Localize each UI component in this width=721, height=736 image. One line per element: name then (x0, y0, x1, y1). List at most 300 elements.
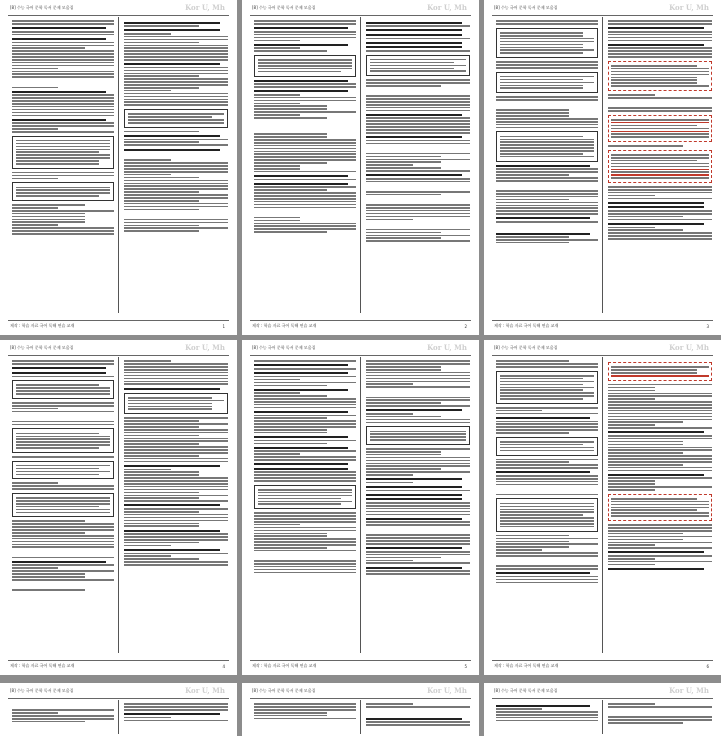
question-stem (496, 705, 590, 707)
question-stem (496, 217, 590, 219)
text-line (254, 108, 327, 110)
text-line (366, 156, 441, 158)
column-divider (360, 357, 361, 653)
text-line (608, 561, 712, 563)
text-line (16, 444, 110, 446)
header-rule (8, 698, 229, 699)
text-line (124, 45, 228, 47)
text-line (254, 398, 356, 400)
footer-rule (8, 660, 229, 661)
text-line (254, 404, 356, 406)
question-stem (608, 431, 704, 433)
text-line (124, 219, 228, 221)
text-line (500, 76, 594, 78)
text-line (254, 162, 327, 164)
paragraph-gap (12, 549, 114, 555)
page-number: 5 (464, 664, 467, 669)
text-line (608, 401, 712, 403)
text-line (124, 455, 199, 457)
text-line (254, 195, 356, 197)
text-line (370, 70, 466, 72)
text-line (16, 195, 99, 197)
footer-rule (250, 320, 471, 321)
text-column (124, 19, 228, 312)
page-number: 6 (706, 664, 709, 669)
text-line (366, 50, 470, 52)
text-line (496, 541, 569, 543)
question-stem (496, 233, 590, 235)
text-line (500, 79, 583, 81)
text-line (124, 438, 228, 440)
text-line (496, 410, 542, 412)
text-line (12, 538, 114, 540)
text-line (128, 397, 212, 399)
text-line (12, 204, 85, 206)
passage-box (608, 494, 712, 522)
text-line (496, 205, 598, 207)
text-line (370, 62, 454, 64)
text-line (496, 67, 598, 69)
question-stem (254, 183, 348, 185)
text-line (254, 186, 356, 188)
text-line (16, 143, 110, 145)
paragraph-gap (366, 709, 470, 715)
text-line (608, 198, 712, 200)
document-page[interactable] (0, 0, 237, 335)
text-line (608, 441, 683, 443)
text-line (258, 489, 352, 491)
text-line (611, 125, 697, 127)
text-line (366, 79, 470, 81)
text-line (254, 382, 356, 384)
text-line (500, 156, 594, 158)
page-watermark: Kor U, Mh (669, 3, 709, 12)
text-line (366, 191, 470, 193)
text-line (366, 465, 470, 467)
page-header: [8] 수능 국어 문학 독서 문제 모음집 (252, 5, 316, 10)
text-line (366, 95, 470, 97)
text-line (366, 511, 470, 513)
text-line (366, 386, 470, 388)
text-line (366, 164, 413, 166)
page-footer: 제작 : 학습 자료 국어 독해 연습 교재 (252, 323, 317, 328)
paragraph-gap (254, 234, 356, 240)
text-line (608, 107, 712, 109)
page-footer: 제작 : 학습 자료 국어 독해 연습 교재 (494, 323, 559, 328)
text-line (611, 160, 697, 162)
text-line (500, 147, 594, 149)
text-line (258, 492, 352, 494)
page-header: [8] 수능 국어 문학 독서 문제 모음집 (252, 688, 316, 693)
text-line (496, 467, 598, 469)
paragraph-gap (366, 527, 470, 533)
text-line (128, 119, 224, 121)
text-line (496, 171, 598, 173)
text-line (254, 706, 356, 708)
text-line (366, 178, 470, 180)
text-line (254, 541, 356, 543)
page-watermark: Kor U, Mh (669, 343, 709, 352)
paragraph-gap (366, 197, 470, 203)
text-line (12, 230, 114, 232)
question-stem (254, 468, 348, 470)
text-line (254, 40, 300, 42)
text-line (608, 145, 683, 147)
text-line (254, 456, 356, 458)
text-line (496, 168, 598, 170)
question-stem (608, 223, 704, 225)
text-line (366, 721, 470, 723)
text-line (124, 383, 228, 385)
text-line (124, 443, 199, 445)
header-rule (250, 698, 471, 699)
text-line (254, 171, 356, 173)
text-line (124, 523, 199, 525)
text-line (366, 360, 470, 362)
question-stem (12, 372, 106, 374)
text-line (500, 523, 594, 525)
text-line (254, 524, 300, 526)
text-line (611, 369, 697, 371)
text-line (12, 485, 114, 487)
text-line (500, 144, 594, 146)
text-line (12, 570, 114, 572)
text-line (608, 533, 683, 535)
document-page[interactable] (242, 683, 479, 736)
text-line (608, 438, 712, 440)
text-line (12, 50, 114, 52)
text-line (12, 709, 114, 711)
text-line (16, 149, 110, 151)
question-stem (366, 46, 462, 48)
text-line (124, 90, 171, 92)
text-line (496, 199, 569, 201)
text-line (611, 375, 709, 377)
question-stem (366, 34, 462, 36)
text-line (500, 136, 583, 138)
text-line (124, 366, 228, 368)
text-line (124, 36, 228, 38)
text-line (124, 185, 228, 187)
question-stem (124, 530, 220, 532)
text-line (124, 174, 171, 176)
text-line (500, 32, 583, 34)
passage-box (124, 393, 228, 415)
text-line (366, 524, 470, 526)
text-line (496, 61, 598, 63)
text-line (124, 432, 228, 434)
text-line (370, 439, 466, 441)
text-line (496, 576, 598, 578)
text-line (16, 146, 110, 148)
text-line (611, 133, 709, 135)
paragraph-gap (12, 582, 114, 588)
question-stem (366, 22, 462, 24)
text-line (608, 398, 655, 400)
text-line (500, 82, 594, 84)
text-line (496, 118, 598, 120)
text-line (496, 579, 598, 581)
paragraph-gap (366, 184, 470, 190)
text-line (500, 511, 594, 513)
text-line (16, 436, 110, 438)
page-watermark: Kor U, Mh (669, 686, 709, 695)
text-line (16, 438, 110, 440)
text-line (366, 101, 470, 103)
paragraph-gap (608, 709, 712, 715)
text-line (366, 372, 470, 374)
passage-box (608, 115, 712, 143)
document-page[interactable] (0, 340, 237, 675)
page-header: [8] 수능 국어 문학 독서 문제 모음집 (494, 5, 558, 10)
text-line (254, 117, 327, 119)
text-line (500, 450, 594, 452)
text-line (124, 369, 228, 371)
paragraph-gap (366, 389, 470, 395)
text-line (608, 477, 712, 479)
text-line (496, 180, 598, 182)
text-line (124, 53, 228, 55)
question-stem (608, 206, 704, 208)
question-stem (366, 567, 462, 569)
text-line (608, 447, 712, 449)
passage-box (608, 150, 712, 183)
text-line (366, 204, 470, 206)
text-line (124, 363, 228, 365)
text-line (124, 500, 228, 502)
text-line (496, 538, 598, 540)
text-line (608, 23, 712, 25)
text-line (608, 424, 655, 426)
text-column (608, 702, 712, 733)
text-line (496, 549, 542, 551)
text-line (124, 520, 228, 522)
text-line (611, 128, 709, 130)
text-line (608, 195, 655, 197)
text-column (366, 702, 470, 733)
text-line (254, 47, 300, 49)
text-line (500, 444, 583, 446)
text-line (608, 416, 712, 418)
text-line (370, 436, 466, 438)
question-stem (124, 135, 220, 137)
text-line (366, 383, 413, 385)
question-stem (254, 80, 348, 82)
page-watermark: Kor U, Mh (427, 3, 467, 12)
text-line (124, 703, 228, 705)
text-line (366, 38, 470, 40)
paragraph-gap (12, 414, 114, 420)
text-line (366, 463, 470, 465)
text-line (496, 475, 598, 477)
page-footer: 제작 : 학습 자료 국어 독해 연습 교재 (10, 663, 75, 668)
document-page[interactable] (484, 683, 721, 736)
text-line (366, 419, 470, 421)
text-column (608, 19, 712, 312)
page-header: [8] 수능 국어 문학 독서 문제 모음집 (494, 345, 558, 350)
text-line (608, 461, 712, 463)
text-line (366, 216, 470, 218)
text-line (124, 188, 228, 190)
text-line (254, 376, 356, 378)
question-stem (12, 561, 106, 563)
text-line (496, 202, 598, 204)
text-line (124, 70, 228, 72)
document-page[interactable] (242, 0, 479, 335)
question-stem (12, 27, 106, 29)
text-line (496, 236, 569, 238)
footer-rule (8, 320, 229, 321)
text-line (12, 103, 114, 105)
text-line (366, 397, 470, 399)
text-line (254, 429, 327, 431)
text-line (254, 443, 327, 445)
text-line (366, 25, 470, 27)
text-line (124, 533, 228, 535)
text-line (608, 706, 712, 708)
text-line (608, 544, 655, 546)
text-column (496, 702, 598, 733)
text-line (366, 505, 470, 507)
text-line (254, 401, 356, 403)
text-line (16, 512, 110, 514)
text-line (366, 240, 470, 242)
text-line (12, 227, 114, 229)
text-line (124, 440, 228, 442)
text-line (611, 507, 709, 509)
text-line (370, 68, 454, 70)
text-line (496, 23, 598, 25)
text-line (254, 518, 356, 520)
paragraph-gap (124, 152, 228, 158)
text-line (608, 480, 655, 482)
text-line (500, 526, 594, 528)
text-line (496, 363, 598, 365)
text-line (608, 458, 712, 460)
question-stem (366, 718, 462, 720)
text-line (366, 237, 441, 239)
text-line (366, 454, 441, 456)
text-line (496, 535, 569, 537)
text-line (611, 177, 709, 179)
text-line (124, 417, 228, 419)
text-line (12, 71, 114, 73)
text-line (500, 41, 594, 43)
text-line (254, 385, 327, 387)
passage-box (254, 55, 356, 77)
text-line (12, 100, 114, 102)
text-line (16, 393, 110, 395)
text-line (611, 504, 709, 506)
text-line (12, 109, 114, 111)
question-stem (124, 63, 220, 65)
document-page[interactable] (242, 340, 479, 675)
text-line (366, 363, 470, 365)
paragraph-gap (608, 100, 712, 106)
text-line (16, 390, 110, 392)
text-line (496, 555, 598, 557)
text-line (254, 225, 356, 227)
text-line (366, 159, 470, 161)
document-page[interactable] (0, 683, 237, 736)
document-page[interactable] (484, 340, 721, 675)
text-line (254, 715, 327, 717)
text-line (12, 97, 114, 99)
text-line (124, 514, 228, 516)
text-line (254, 31, 356, 33)
text-line (254, 179, 356, 181)
text-line (608, 444, 683, 446)
text-line (258, 65, 352, 67)
text-line (608, 539, 683, 541)
text-line (124, 449, 228, 451)
text-line (366, 490, 470, 492)
text-line (496, 407, 598, 409)
text-line (12, 567, 58, 569)
text-line (12, 573, 85, 575)
text-line (254, 133, 327, 135)
text-line (12, 207, 58, 209)
text-line (254, 407, 356, 409)
text-line (124, 104, 228, 106)
question-stem (366, 518, 462, 520)
question-stem (12, 119, 106, 121)
text-line (254, 168, 300, 170)
text-line (254, 550, 356, 552)
text-line (254, 453, 300, 455)
text-line (12, 131, 114, 133)
text-line (611, 65, 697, 67)
text-line (500, 375, 594, 377)
paragraph-gap (12, 79, 114, 85)
text-column (12, 359, 114, 652)
text-line (496, 366, 598, 368)
text-line (12, 408, 58, 410)
document-page[interactable] (484, 0, 721, 335)
text-line (124, 87, 199, 89)
footer-rule (250, 660, 471, 661)
header-rule (8, 15, 229, 16)
text-line (370, 431, 466, 433)
text-line (496, 127, 598, 129)
passage-box (608, 362, 712, 381)
text-line (366, 451, 441, 453)
passage-box (12, 493, 114, 518)
text-line (124, 469, 171, 471)
text-line (366, 235, 470, 237)
question-stem (366, 409, 462, 411)
question-stem (496, 165, 590, 167)
text-line (16, 474, 99, 476)
text-line (124, 458, 228, 460)
text-line (254, 139, 356, 141)
text-line (124, 165, 228, 167)
text-line (254, 97, 356, 99)
text-line (124, 423, 228, 425)
text-line (496, 484, 598, 486)
text-line (254, 417, 327, 419)
text-line (254, 527, 356, 529)
text-line (366, 562, 470, 564)
text-line (124, 101, 228, 103)
paragraph-gap (254, 553, 356, 559)
text-line (254, 228, 356, 230)
text-line (366, 474, 413, 476)
text-line (608, 719, 712, 721)
text-line (16, 384, 99, 386)
text-line (12, 45, 114, 47)
text-line (608, 47, 712, 49)
